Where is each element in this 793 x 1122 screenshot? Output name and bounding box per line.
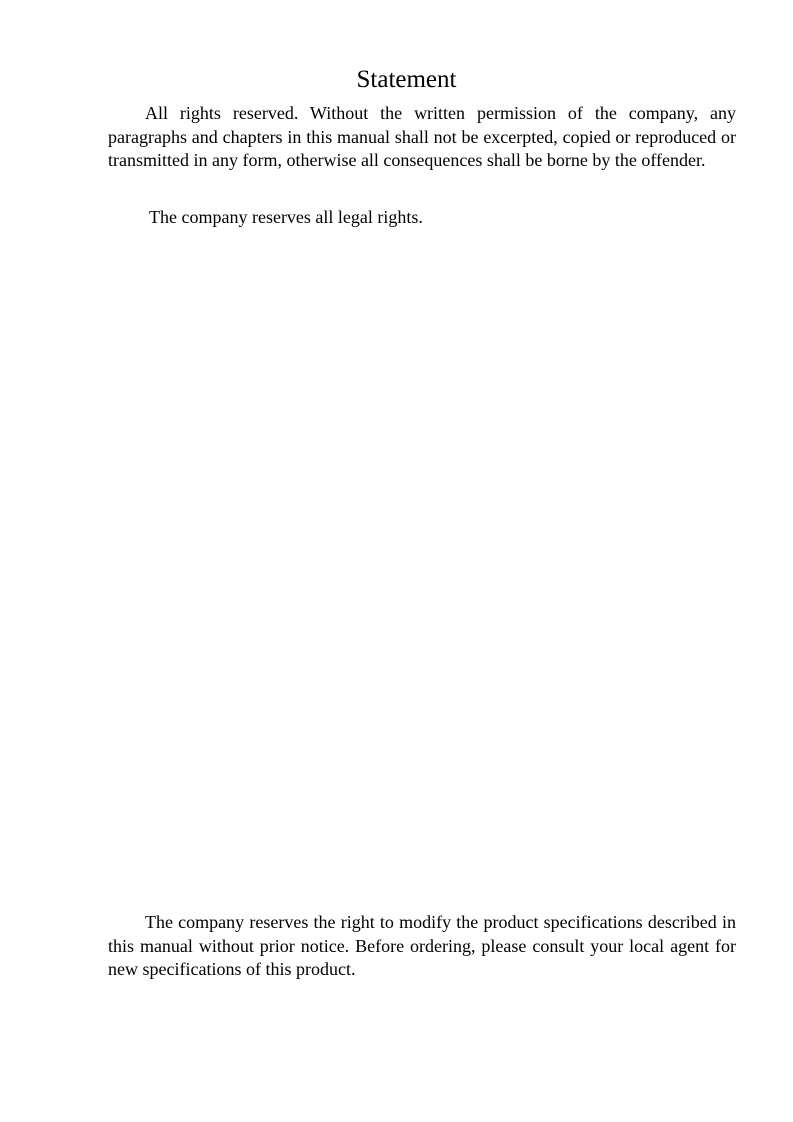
rights-paragraph: All rights reserved. Without the written permission of the company, any paragraphs and chapters in this manual shall not be excerpted, copied or reproduced or transmitted in any form, otherwise all consequences shall be borne by the offender.: [108, 103, 736, 171]
legal-rights-paragraph: The company reserves all legal rights.: [149, 207, 423, 227]
modification-notice-paragraph: The company reserves the right to modify the product specifications described in this manual without prior notice. Before ordering, please consult your local agent for new specifications of this product.: [108, 912, 736, 980]
page-title: Statement: [356, 66, 457, 93]
